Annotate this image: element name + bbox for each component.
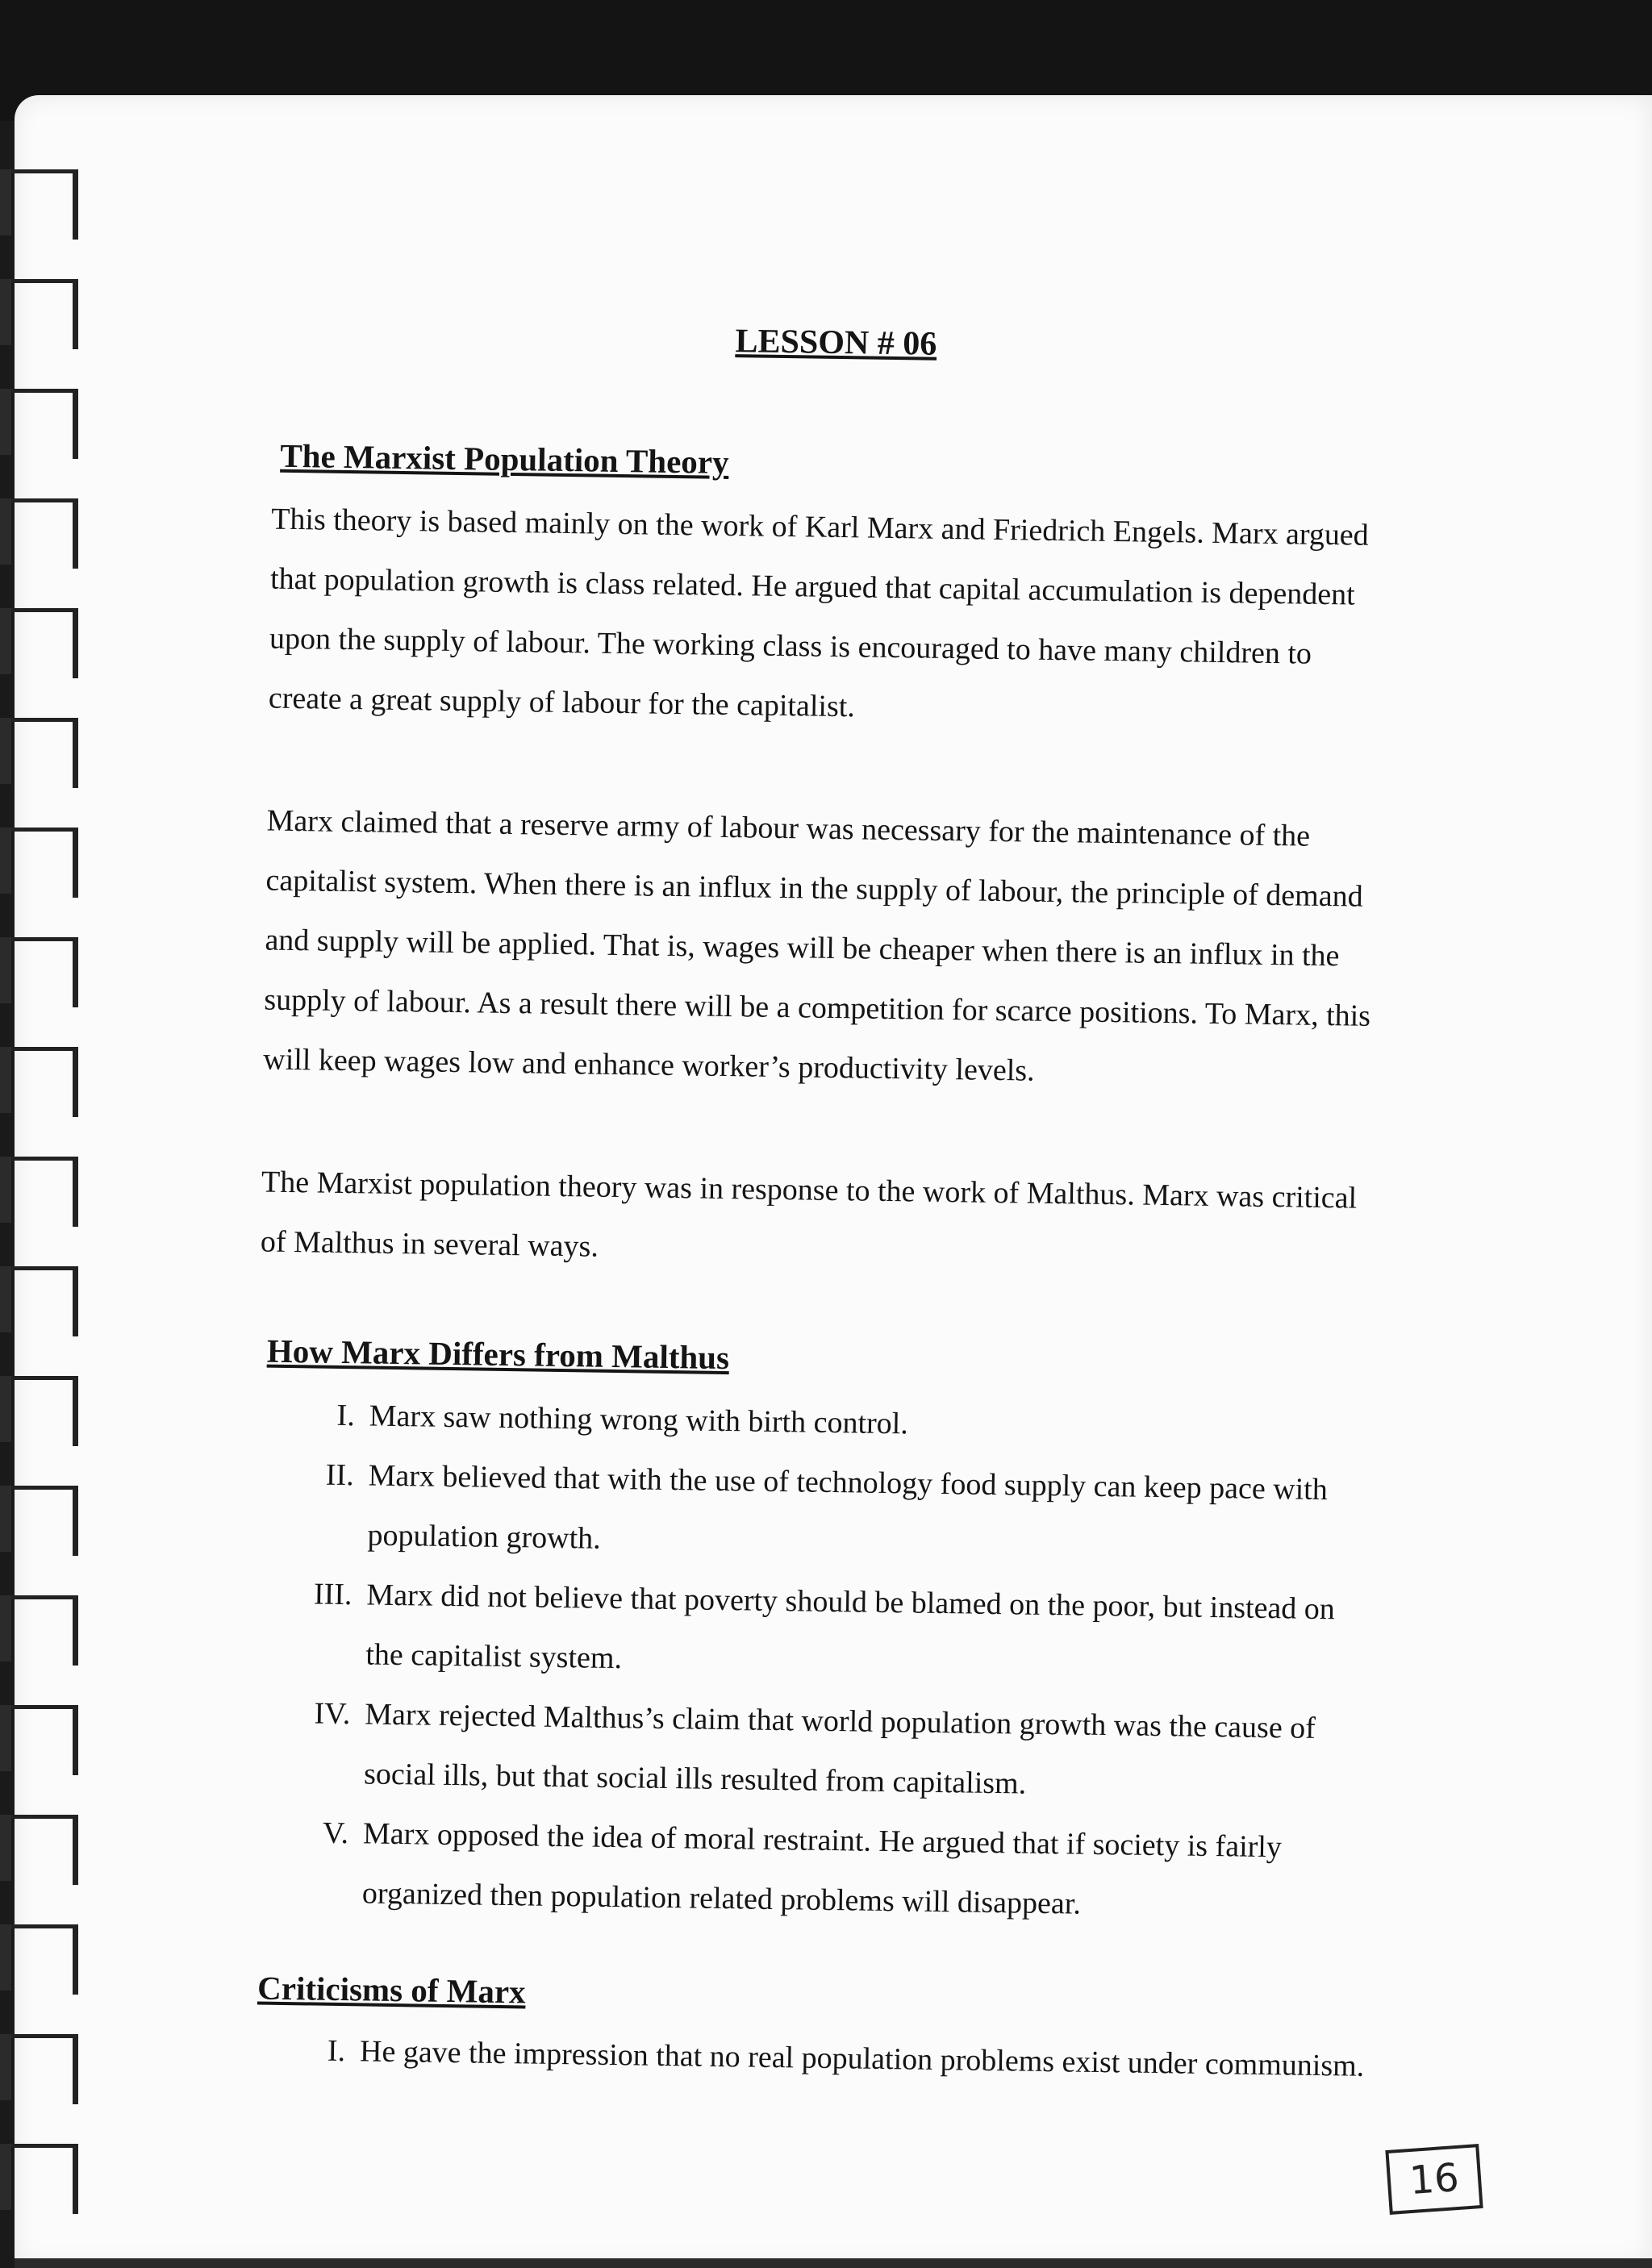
list-item-text: Marx rejected Malthus’s claim that world population growth was the cause of social ills, but that social ills resulted from capitalism.	[363, 1697, 1316, 1801]
list-item	[261, 1683, 1375, 1819]
lesson-title: LESSON # 06	[735, 323, 937, 363]
list-item-text: He gave the impression that no real population problems exist under communism.	[359, 2034, 1365, 2083]
paragraph: Marx claimed that a reserve army of labour was necessary for the maintenance of the capitalist system. When there is an influx in the supply of labour, the principle of demand and supply will be applied. That is, wages will be cheaper when there is an influx in the supply of labour. As a result there will be a competition for scarce positions. To Marx, this will keep wages low and enhance worker’s productivity levels.	[262, 803, 1371, 1088]
list-item-number: II.	[325, 1457, 354, 1493]
paragraph: The Marxist population theory was in response to the work of Malthus. Marx was critical of Malthus in several ways.	[260, 1165, 1358, 1264]
page-bottom-edge	[15, 2258, 1652, 2268]
section-heading-criticisms: Criticisms of Marx	[257, 1969, 526, 2011]
list-item	[258, 1803, 1373, 1938]
section-heading-marxist-theory: The Marxist Population Theory	[280, 436, 729, 481]
list-item-number: I.	[327, 2033, 346, 2069]
list-item-text: Marx did not believe that poverty should be blamed on the poor, but instead on the capitalist system.	[365, 1578, 1336, 1676]
list-item-number: IV.	[314, 1696, 351, 1732]
section-heading-marx-vs-malthus: How Marx Differs from Malthus	[266, 1332, 730, 1377]
spiral-binding	[0, 121, 89, 2234]
list-item-text: Marx believed that with the use of technology food supply can keep pace with population growth.	[367, 1458, 1329, 1556]
page-number: 16	[1385, 2144, 1483, 2215]
list-item	[264, 1445, 1379, 1580]
list-item-number: V.	[322, 1816, 349, 1851]
list-item	[262, 1564, 1377, 1699]
list-item-text: Marx saw nothing wrong with birth control.	[369, 1399, 909, 1441]
list-item-number: I.	[336, 1398, 356, 1433]
paragraph: This theory is based mainly on the work of Karl Marx and Friedrich Engels. Marx argued that population growth is class related. He argued that capital accumulation is dependent upon the supply of labour. The working class is encouraged to have many children to create a great supply of labour for the capitalist.	[268, 502, 1370, 724]
list-item-number: III.	[313, 1577, 353, 1612]
differences-list	[258, 1385, 1379, 1938]
list-item-text: Marx opposed the idea of moral restraint. He argued that if society is fairly organized then population related problems will disappear.	[361, 1816, 1283, 1921]
